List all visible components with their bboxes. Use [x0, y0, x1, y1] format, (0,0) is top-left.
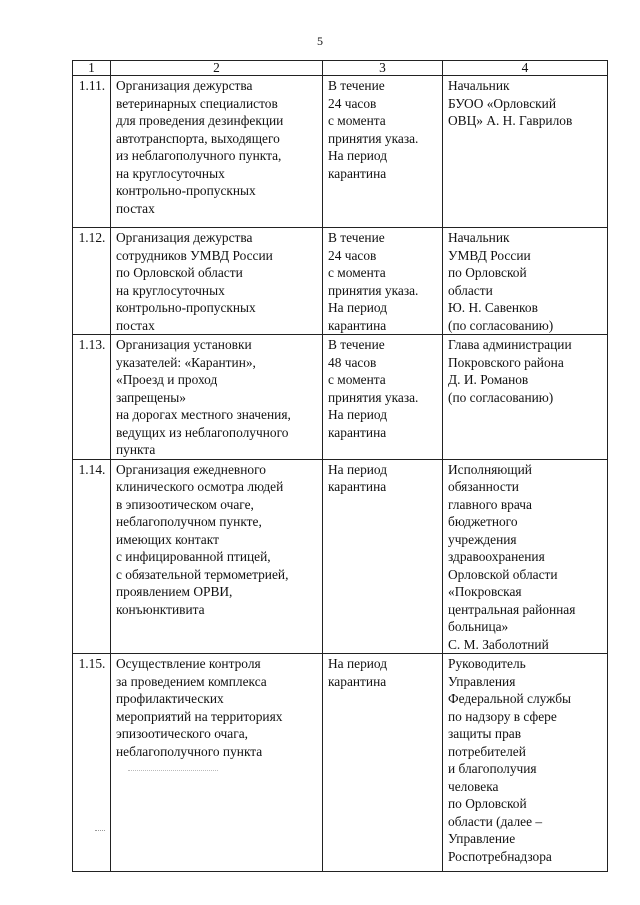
header-col-1: 1 — [73, 61, 111, 76]
header-col-2: 2 — [111, 61, 323, 76]
row-number: 1.11. — [73, 76, 111, 228]
row-measure: Организация ежедневного клинического осмотра людей в эпизоотическом очаге, неблагополучном пункте, имеющих контакт с инфицированной птицей, с обязательной термометрией, проявлением ОРВИ, конъюнктивита — [111, 459, 323, 654]
table-row — [73, 228, 608, 335]
row-number: 1.13. — [73, 335, 111, 460]
row-responsible: Руководитель Управления Федеральной службы по надзору в сфере защиты прав потребителей и благополучия человека по Орловской области (далее – Управление Роспотребнадзора — [443, 654, 608, 872]
measures-table — [72, 60, 608, 872]
header-col-3: 3 — [323, 61, 443, 76]
row-term: В течение 24 часов с момента принятия указа. На период карантина — [323, 228, 443, 335]
header-col-4: 4 — [443, 61, 608, 76]
row-number: 1.12. — [73, 228, 111, 335]
row-term: В течение 24 часов с момента принятия указа. На период карантина — [323, 76, 443, 228]
row-measure: Организация дежурства ветеринарных специалистов для проведения дезинфекции автотранспорта, выходящего из неблагополучного пункта, на круглосуточных контрольно-пропускных постах — [111, 76, 323, 228]
row-responsible: Исполняющий обязанности главного врача бюджетного учреждения здравоохранения Орловской области «Покровская центральная районная больница» С. М. Заболотний — [443, 459, 608, 654]
row-measure: Осуществление контроля за проведением комплекса профилактических мероприятий на территориях эпизоотического очага, неблагополучного пункта — [111, 654, 323, 872]
row-term: На период карантина — [323, 459, 443, 654]
table-row — [73, 76, 608, 228]
row-number: 1.15. — [73, 654, 111, 872]
row-responsible: Начальник УМВД России по Орловской области Ю. Н. Савенков (по согласованию) — [443, 228, 608, 335]
row-measure: Организация дежурства сотрудников УМВД России по Орловской области на круглосуточных контрольно-пропускных постах — [111, 228, 323, 335]
row-responsible: Начальник БУОО «Орловский ОВЦ» А. Н. Гаврилов — [443, 76, 608, 228]
row-term: В течение 48 часов с момента принятия указа. На период карантина — [323, 335, 443, 460]
row-term: На период карантина — [323, 654, 443, 872]
row-responsible: Глава администрации Покровского района Д. И. Романов (по согласованию) — [443, 335, 608, 460]
table-row — [73, 654, 608, 872]
table-header-row — [73, 61, 608, 76]
page-number: 5 — [317, 34, 323, 48]
table-row — [73, 335, 608, 460]
scan-artifact — [128, 770, 218, 771]
row-measure: Организация установки указателей: «Карантин», «Проезд и проход запрещены» на дорогах местного значения, ведущих из неблагополучного пункта — [111, 335, 323, 460]
row-number: 1.14. — [73, 459, 111, 654]
table-row — [73, 459, 608, 654]
scan-artifact — [95, 830, 105, 837]
